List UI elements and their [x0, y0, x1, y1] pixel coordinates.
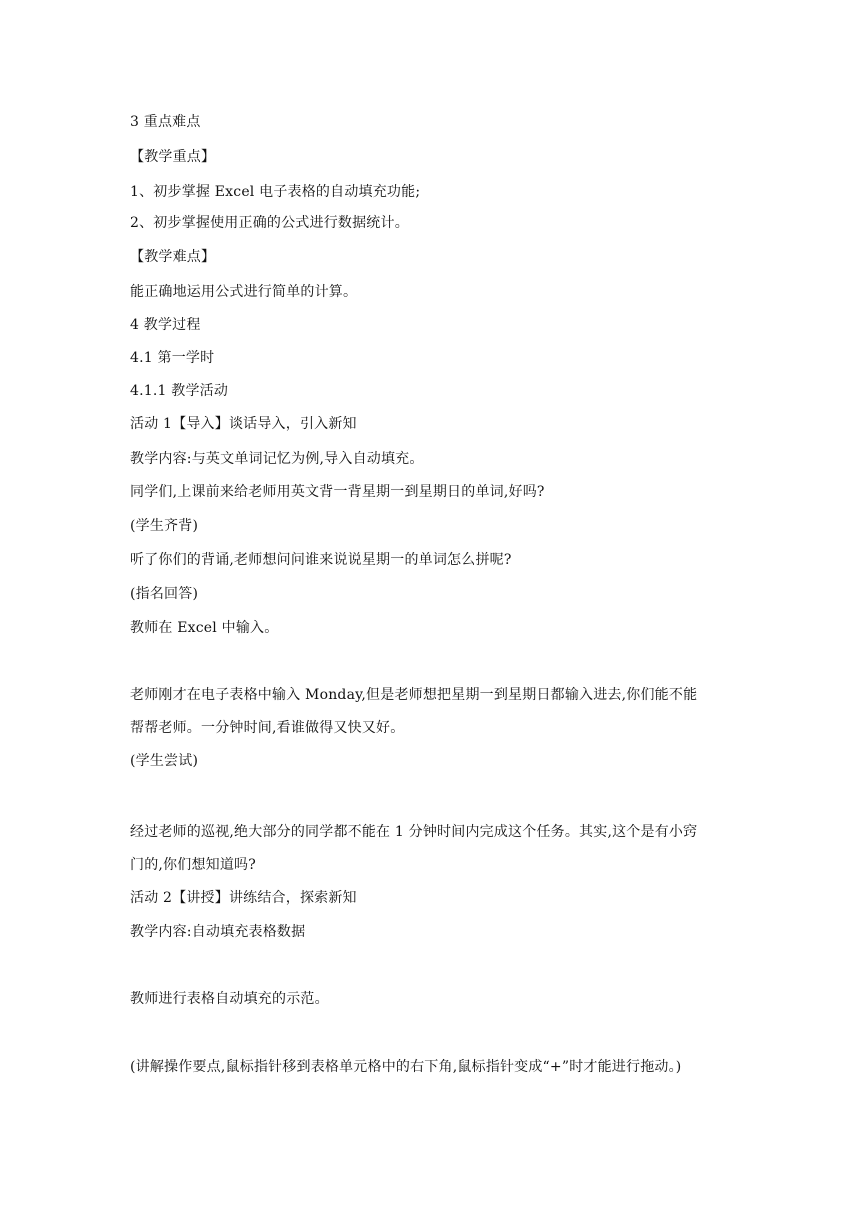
paragraph-line: 教师进行表格自动填充的示范。 [130, 991, 329, 1007]
paragraph-line: (学生齐背) [130, 518, 199, 534]
activity-2-title: 活动 2【讲授】讲练结合，探索新知 [130, 890, 357, 906]
activity-1-content: 教学内容:与英文单词记忆为例,导入自动填充。 [130, 451, 424, 467]
activity-1-title: 活动 1【导入】谈话导入，引入新知 [130, 416, 357, 432]
paragraph-line: 听了你们的背诵,老师想问问谁来说说星期一的单词怎么拼呢? [130, 552, 512, 568]
difficulty-text: 能正确地运用公式进行简单的计算。 [130, 284, 358, 300]
subheading-teaching-focus: 【教学重点】 [130, 149, 216, 165]
section-heading-key-points: 3 重点难点 [130, 114, 201, 130]
section-heading-teaching-process: 4 教学过程 [130, 317, 201, 333]
paragraph-line: 门的,你们想知道吗? [130, 857, 256, 873]
paragraph-line: 老师刚才在电子表格中输入 Monday,但是老师想把星期一到星期日都输入进去,你们能不能 [130, 687, 698, 703]
focus-item-1: 1、初步掌握 Excel 电子表格的自动填充功能; [130, 184, 421, 200]
paragraph-line: (讲解操作要点,鼠标指针移到表格单元格中的右下角,鼠标指针变成“+”时才能进行拖动。) [130, 1059, 682, 1075]
subsection-first-lesson: 4.1 第一学时 [130, 350, 215, 366]
paragraph-line: 帮帮老师。一分钟时间,看谁做得又快又好。 [130, 720, 405, 736]
paragraph-line: (指名回答) [130, 586, 199, 602]
subheading-teaching-difficulty: 【教学难点】 [130, 249, 216, 265]
focus-item-2: 2、初步掌握使用正确的公式进行数据统计。 [130, 215, 409, 231]
paragraph-line: 经过老师的巡视,绝大部分的同学都不能在 1 分钟时间内完成这个任务。其实,这个是有小窍 [130, 824, 698, 840]
paragraph-line: 同学们,上课前来给老师用英文背一背星期一到星期日的单词,好吗? [130, 484, 545, 500]
paragraph-line: 教师在 Excel 中输入。 [130, 620, 279, 636]
activity-2-content: 教学内容:自动填充表格数据 [130, 924, 306, 940]
subsection-teaching-activities: 4.1.1 教学活动 [130, 383, 229, 399]
paragraph-line: (学生尝试) [130, 753, 199, 769]
